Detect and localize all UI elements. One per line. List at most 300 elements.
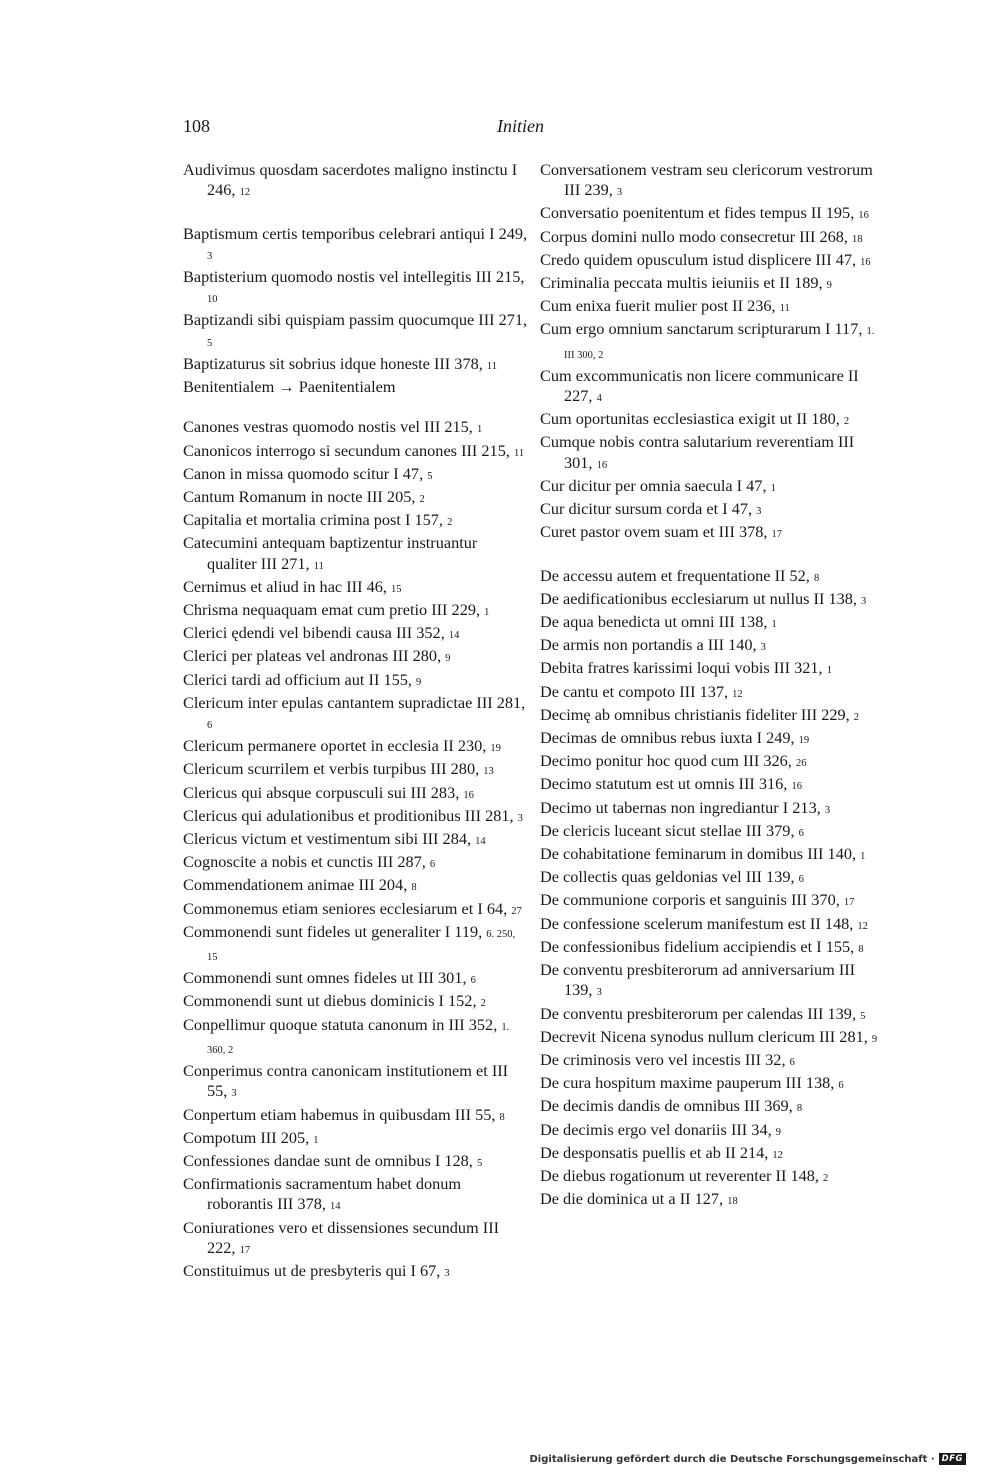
entry-reference: II 189, bbox=[779, 273, 827, 293]
entry-reference: I 64, bbox=[477, 898, 512, 918]
entry-incipit: De desponsatis puellis et ab bbox=[540, 1142, 725, 1162]
entry-reference: III 215, bbox=[475, 267, 525, 286]
index-entry bbox=[540, 728, 885, 751]
index-entry bbox=[540, 635, 885, 658]
index-entry bbox=[540, 1050, 885, 1073]
entry-reference: II 52, bbox=[774, 565, 814, 585]
index-entry bbox=[540, 798, 885, 821]
entry-incipit: Cumque nobis contra salutarium reverentiam bbox=[540, 432, 838, 452]
entry-reference: III 378, bbox=[718, 522, 772, 542]
entry-incipit: Baptismum certis temporibus celebrari antiqui bbox=[183, 223, 490, 243]
index-entry bbox=[183, 968, 528, 991]
entry-chapter-number: 19 bbox=[490, 743, 501, 755]
entry-incipit: Capitalia et mortalia crimina post bbox=[183, 510, 405, 530]
entry-chapter-number: 3 bbox=[207, 250, 213, 262]
index-entry bbox=[540, 1189, 885, 1212]
entry-reference: II 148, bbox=[775, 1165, 824, 1185]
entry-reference: III 140, bbox=[807, 844, 861, 864]
entry-incipit: De confessione scelerum manifestum est bbox=[540, 913, 810, 933]
entry-chapter-number: 6 bbox=[429, 859, 436, 871]
index-entry bbox=[183, 310, 528, 353]
entry-chapter-number: 26 bbox=[795, 758, 807, 770]
index-entry bbox=[540, 1073, 885, 1096]
entry-chapter-number: 12 bbox=[239, 187, 251, 199]
index-entry bbox=[540, 476, 885, 499]
entry-incipit: Confirmationis sacramentum habet donum roborantis bbox=[183, 1174, 462, 1214]
entry-incipit: Corpus domini nullo modo consecretur bbox=[540, 226, 800, 246]
entry-chapter-number: 6 bbox=[789, 1056, 795, 1068]
index-entry bbox=[183, 533, 528, 576]
entry-reference: I 47, bbox=[736, 475, 771, 495]
entry-reference: I 117, bbox=[825, 319, 867, 339]
entry-chapter-number: 3 bbox=[824, 804, 831, 816]
index-entry bbox=[183, 224, 528, 267]
entry-reference: III 229, bbox=[431, 600, 485, 620]
entry-reference: III 280, bbox=[430, 759, 484, 779]
entry-incipit: Cum oportunitas ecclesiastica exigit ut bbox=[540, 409, 797, 429]
index-entry bbox=[540, 612, 885, 635]
entry-reference: III 205, bbox=[366, 487, 420, 507]
index-entry bbox=[540, 296, 885, 319]
entry-reference: III 32, bbox=[744, 1049, 790, 1069]
entry-incipit: Cernimus et aliud in hac bbox=[183, 576, 347, 596]
index-entry bbox=[540, 751, 885, 774]
index-entry bbox=[540, 890, 885, 913]
entry-incipit: De criminosis vero vel incestis bbox=[540, 1049, 745, 1069]
entry-reference: III 139, bbox=[564, 960, 856, 1000]
index-entry bbox=[540, 203, 885, 226]
entry-reference: III 215, bbox=[461, 440, 514, 460]
entry-incipit: Benitentialem → Paenitentialem bbox=[183, 377, 396, 397]
entry-chapter-number: 8 bbox=[796, 1103, 803, 1115]
index-entry bbox=[540, 774, 885, 797]
entry-chapter-number: 12 bbox=[772, 1149, 783, 1161]
entry-chapter-number: 16 bbox=[596, 459, 608, 471]
entry-chapter-number: 1. III 300, 2 bbox=[564, 326, 875, 361]
index-entry bbox=[540, 937, 885, 960]
entry-incipit: De clericis luceant sicut stellae bbox=[540, 820, 746, 840]
entry-reference: I 246, bbox=[207, 160, 518, 200]
entry-incipit: De diebus rogationum ut reverenter bbox=[540, 1165, 776, 1185]
entry-reference: III 370, bbox=[790, 890, 844, 910]
entry-reference: III 271, bbox=[260, 553, 314, 573]
entry-incipit: Cur dicitur per omnia saecula bbox=[540, 475, 737, 495]
entry-incipit: Cognoscite a nobis et cunctis bbox=[183, 852, 377, 872]
entry-incipit: Baptizandi sibi quispiam passim quocumque bbox=[183, 310, 479, 330]
index-entry bbox=[183, 783, 528, 806]
entry-chapter-number: 1 bbox=[476, 424, 483, 436]
section-gap bbox=[183, 397, 528, 417]
entry-reference: III 55, bbox=[454, 1104, 500, 1124]
running-title: Initien bbox=[497, 116, 544, 136]
entry-reference: III 281, bbox=[818, 1026, 872, 1046]
index-entry bbox=[183, 899, 528, 922]
entry-incipit: Decimę ab omnibus christianis fideliter bbox=[540, 704, 801, 724]
entry-chapter-number: 12 bbox=[857, 920, 868, 932]
entry-reference: II 138, bbox=[813, 588, 862, 608]
footer-credit-text: Digitalisierung gefördert durch die Deutsche Forschungsgemeinschaft · bbox=[529, 1453, 935, 1465]
index-column-left bbox=[183, 160, 528, 1284]
entry-incipit: De cura hospitum maxime pauperum bbox=[540, 1073, 786, 1093]
entry-reference: III 352, bbox=[448, 1014, 502, 1034]
entry-chapter-number: 3 bbox=[861, 595, 867, 607]
entry-reference: I 213, bbox=[782, 797, 825, 817]
entry-reference: III 138, bbox=[718, 612, 772, 632]
entry-reference: III 287, bbox=[376, 852, 430, 872]
entry-incipit: Credo quidem opusculum istud displicere bbox=[540, 249, 816, 269]
entry-chapter-number: 12 bbox=[732, 688, 743, 700]
entry-incipit: De conventu presbiterorum per calendas bbox=[540, 1003, 808, 1023]
entry-chapter-number: 16 bbox=[860, 256, 871, 268]
index-entry bbox=[183, 417, 528, 440]
entry-reference: III 283, bbox=[410, 782, 464, 802]
index-entry bbox=[540, 1096, 885, 1119]
entry-reference: II 148, bbox=[809, 913, 858, 933]
entry-reference: I 155, bbox=[816, 936, 859, 956]
entry-reference: II 180, bbox=[796, 409, 844, 429]
entry-reference: I 67, bbox=[410, 1260, 445, 1280]
entry-chapter-number: 11 bbox=[513, 447, 525, 459]
entry-chapter-number: 3 bbox=[596, 987, 602, 999]
entry-chapter-number: 1. 360, 2 bbox=[207, 1021, 510, 1056]
index-entry bbox=[540, 499, 885, 522]
entry-incipit: Coniurationes vero et dissensiones secundum bbox=[183, 1217, 483, 1237]
entry-chapter-number: 6 bbox=[798, 827, 804, 839]
entry-incipit: Cantum Romanum in nocte bbox=[183, 487, 367, 507]
entry-reference: III 55, bbox=[207, 1061, 509, 1101]
entry-incipit: Cum enixa fuerit mulier post bbox=[540, 296, 733, 316]
index-entry bbox=[183, 377, 528, 397]
entry-incipit: Clericus qui adulationibus et proditionibus bbox=[183, 805, 465, 825]
entry-reference: I 249, bbox=[756, 728, 799, 748]
entry-chapter-number: 3 bbox=[517, 812, 523, 824]
entry-chapter-number: 27 bbox=[511, 905, 522, 917]
entry-incipit: Cum ergo omnium sanctarum scripturarum bbox=[540, 319, 826, 339]
entry-incipit: De cohabitatione feminarum in domibus bbox=[540, 844, 808, 864]
entry-reference: III 379, bbox=[745, 820, 799, 840]
entry-reference: I 157, bbox=[405, 510, 448, 530]
index-entry bbox=[540, 1143, 885, 1166]
entry-reference: III 326, bbox=[743, 751, 796, 771]
index-entry bbox=[540, 1120, 885, 1143]
entry-chapter-number: 16 bbox=[858, 210, 869, 222]
entry-reference: III 139, bbox=[745, 867, 799, 887]
entry-chapter-number: 2 bbox=[447, 517, 453, 529]
entry-chapter-number: 16 bbox=[791, 781, 802, 793]
entry-reference: III 138, bbox=[785, 1073, 839, 1093]
index-entry bbox=[540, 844, 885, 867]
entry-chapter-number: 18 bbox=[852, 233, 863, 245]
index-entry bbox=[183, 1174, 528, 1217]
index-entry bbox=[183, 922, 528, 968]
index-entry bbox=[540, 914, 885, 937]
entry-reference: II 236, bbox=[732, 296, 780, 316]
index-entry bbox=[540, 821, 885, 844]
section-gap bbox=[540, 545, 885, 565]
entry-chapter-number: 3 bbox=[756, 506, 762, 518]
index-entry bbox=[540, 960, 885, 1003]
entry-incipit: Chrisma nequaquam emat cum pretio bbox=[183, 600, 432, 620]
index-entry bbox=[183, 160, 528, 203]
entry-chapter-number: 2 bbox=[480, 998, 486, 1010]
entry-chapter-number: 13 bbox=[483, 766, 494, 778]
index-entry bbox=[183, 646, 528, 669]
entry-incipit: Clericus victum et vestimentum sibi bbox=[183, 829, 423, 849]
index-entry bbox=[183, 1151, 528, 1174]
index-entry bbox=[540, 1027, 885, 1050]
entry-chapter-number: 11 bbox=[313, 560, 324, 572]
entry-chapter-number: 2 bbox=[419, 494, 425, 506]
entry-chapter-number: 3 bbox=[444, 1267, 450, 1279]
index-entry bbox=[183, 354, 528, 377]
index-entry bbox=[540, 566, 885, 589]
entry-incipit: Catecumini antequam baptizentur instruantur qualiter bbox=[183, 533, 478, 573]
entry-chapter-number: 18 bbox=[727, 1196, 738, 1208]
entry-reference: III 204, bbox=[358, 875, 412, 895]
dfg-logo: DFG bbox=[939, 1453, 966, 1465]
entry-reference: III 140, bbox=[707, 635, 761, 655]
entry-reference: III 215, bbox=[424, 417, 477, 437]
entry-incipit: De confessionibus fidelium accipiendis et bbox=[540, 936, 817, 956]
entry-chapter-number: 1 bbox=[313, 1134, 319, 1146]
entry-reference: III 378, bbox=[277, 1194, 330, 1214]
entry-incipit: Clerici per plateas vel andronas bbox=[183, 646, 393, 666]
entry-reference: III 378, bbox=[433, 353, 487, 373]
entry-incipit: De collectis quas geldonias vel bbox=[540, 867, 746, 887]
entry-reference: III 281, bbox=[476, 692, 526, 712]
section-gap bbox=[183, 203, 528, 223]
entry-incipit: Conpertum etiam habemus in quibusdam bbox=[183, 1104, 455, 1124]
entry-incipit: Baptisterium quomodo nostis vel intellegitis bbox=[183, 267, 476, 286]
entry-reference: III 321, bbox=[773, 658, 827, 678]
entry-chapter-number: 5 bbox=[207, 337, 213, 349]
entry-incipit: Clerici ędendi vel bibendi causa bbox=[183, 623, 396, 643]
index-entry bbox=[540, 1166, 885, 1189]
index-entry bbox=[540, 432, 885, 475]
entry-incipit: Cur dicitur sursum corda et bbox=[540, 499, 723, 519]
entry-incipit: De aedificationibus ecclesiarum ut nullus bbox=[540, 588, 814, 608]
entry-incipit: De decimis dandis de omnibus bbox=[540, 1096, 744, 1116]
entry-reference: III 281, bbox=[464, 805, 518, 825]
entry-chapter-number: 8 bbox=[411, 882, 417, 894]
entry-incipit: De communione corporis et sanguinis bbox=[540, 890, 791, 910]
page-number: 108 bbox=[183, 116, 210, 136]
entry-reference: II 227, bbox=[564, 365, 859, 406]
entry-chapter-number: 1 bbox=[770, 482, 776, 494]
entry-chapter-number: 2 bbox=[823, 1172, 829, 1184]
entry-incipit: Audivimus quosdam sacerdotes maligno instinctu bbox=[183, 160, 512, 179]
entry-reference: II 155, bbox=[368, 669, 417, 689]
entry-chapter-number: 11 bbox=[486, 360, 497, 372]
index-entry bbox=[183, 600, 528, 623]
entry-chapter-number: 11 bbox=[779, 303, 790, 315]
entry-reference: III 139, bbox=[807, 1003, 861, 1023]
index-entry bbox=[540, 705, 885, 728]
index-entry bbox=[540, 1004, 885, 1027]
entry-chapter-number: 6 bbox=[838, 1080, 844, 1092]
entry-chapter-number: 8 bbox=[813, 572, 820, 584]
index-entry bbox=[540, 682, 885, 705]
entry-chapter-number: 9 bbox=[416, 676, 422, 688]
entry-reference: II 230, bbox=[442, 736, 491, 756]
entry-chapter-number: 4 bbox=[596, 393, 602, 405]
entry-chapter-number: 17 bbox=[239, 1244, 251, 1256]
entry-incipit: Canones vestras quomodo nostis vel bbox=[183, 417, 425, 437]
index-entry bbox=[183, 1218, 528, 1261]
entry-reference: I 128, bbox=[434, 1150, 477, 1170]
entry-chapter-number: 14 bbox=[448, 630, 460, 642]
index-entry bbox=[540, 366, 885, 409]
entry-reference: III 271, bbox=[478, 310, 528, 330]
entry-incipit: Clericum inter epulas cantantem supradictae bbox=[183, 692, 477, 712]
index-entry bbox=[540, 319, 885, 365]
entry-incipit: Clerici tardi ad officium aut bbox=[183, 669, 369, 689]
entry-incipit: Debita fratres karissimi loqui vobis bbox=[540, 658, 774, 678]
entry-chapter-number: 8 bbox=[858, 943, 864, 955]
entry-reference: III 301, bbox=[417, 968, 471, 988]
entry-chapter-number: 17 bbox=[771, 529, 783, 541]
entry-chapter-number: 5 bbox=[427, 470, 433, 482]
entry-incipit: Baptizaturus sit sobrius idque honeste bbox=[183, 353, 434, 373]
entry-chapter-number: 1 bbox=[860, 851, 866, 863]
entry-chapter-number: 16 bbox=[463, 789, 474, 801]
entry-incipit: Clericus qui absque corpusculi sui bbox=[183, 782, 411, 802]
entry-incipit: Curet pastor ovem suam et bbox=[540, 522, 719, 542]
entry-reference: III 34, bbox=[730, 1119, 776, 1139]
index-entry bbox=[183, 759, 528, 782]
entry-reference: III 137, bbox=[679, 681, 733, 701]
entry-chapter-number: 10 bbox=[207, 294, 218, 306]
entry-chapter-number: 17 bbox=[843, 897, 855, 909]
entry-reference: I 119, bbox=[444, 921, 487, 941]
index-entry bbox=[183, 875, 528, 898]
entry-chapter-number: 6 bbox=[207, 720, 213, 732]
entry-incipit: Decrevit Nicena synodus nullum clericum bbox=[540, 1026, 819, 1046]
entry-incipit: Clericum scurrilem et verbis turpibus bbox=[183, 759, 431, 779]
entry-incipit: Commonendi sunt fideles ut generaliter bbox=[183, 921, 445, 941]
entry-reference: III 46, bbox=[346, 576, 391, 596]
index-entry bbox=[183, 1105, 528, 1128]
entry-chapter-number: 15 bbox=[391, 583, 402, 595]
entry-reference: I 249, bbox=[489, 223, 528, 243]
index-entry bbox=[183, 441, 528, 464]
index-entry bbox=[183, 829, 528, 852]
entry-incipit: Commendationem animae bbox=[183, 875, 359, 895]
index-column-right bbox=[540, 160, 885, 1212]
entry-incipit: Constituimus ut de presbyteris qui bbox=[183, 1260, 411, 1280]
index-entry bbox=[183, 464, 528, 487]
entry-reference: III 268, bbox=[799, 226, 853, 246]
entry-reference: III 222, bbox=[207, 1217, 500, 1257]
entry-chapter-number: 14 bbox=[330, 1201, 341, 1213]
entry-chapter-number: 8 bbox=[499, 1111, 505, 1123]
entry-chapter-number: 3 bbox=[616, 187, 623, 199]
entry-chapter-number: 1 bbox=[484, 607, 490, 619]
index-entry bbox=[183, 991, 528, 1014]
entry-incipit: De die dominica ut a bbox=[540, 1189, 680, 1209]
entry-reference: III 47, bbox=[815, 249, 861, 269]
entry-incipit: Clericum permanere oportet in ecclesia bbox=[183, 736, 443, 756]
entry-reference: III 352, bbox=[395, 623, 449, 643]
entry-reference: III 280, bbox=[392, 646, 446, 666]
index-entry bbox=[183, 267, 528, 310]
entry-incipit: Cum excommunicatis non licere communicare bbox=[540, 365, 848, 385]
entry-chapter-number: 2 bbox=[843, 416, 850, 428]
entry-reference: III 239, bbox=[564, 180, 617, 200]
entry-reference: I 47, bbox=[722, 499, 757, 519]
entry-reference: III 301, bbox=[564, 432, 855, 472]
index-entry bbox=[183, 852, 528, 875]
index-entry bbox=[183, 510, 528, 533]
entry-incipit: Commonendi sunt omnes fideles ut bbox=[183, 968, 418, 988]
index-entry bbox=[540, 160, 885, 203]
entry-chapter-number: 1 bbox=[771, 619, 777, 631]
index-entry bbox=[183, 806, 528, 829]
index-entry bbox=[540, 250, 885, 273]
index-entry bbox=[183, 670, 528, 693]
entry-chapter-number: 1 bbox=[826, 665, 832, 677]
entry-incipit: Decimo ut tabernas non ingrediantur bbox=[540, 797, 783, 817]
entry-incipit: Criminalia peccata multis ieiuniis et bbox=[540, 273, 780, 293]
entry-reference: III 229, bbox=[800, 704, 854, 724]
entry-incipit: De aqua benedicta ut omni bbox=[540, 612, 719, 632]
entry-incipit: Canonicos interrogo si secundum canones bbox=[183, 440, 462, 460]
index-entry bbox=[183, 1261, 528, 1284]
index-entry bbox=[183, 577, 528, 600]
index-entry bbox=[183, 736, 528, 759]
entry-chapter-number: 6 bbox=[470, 975, 476, 987]
index-entry bbox=[183, 1061, 528, 1104]
index-entry bbox=[540, 522, 885, 545]
entry-reference: III 205, bbox=[260, 1127, 314, 1147]
entry-chapter-number: 2 bbox=[853, 711, 860, 723]
entry-incipit: Commonemus etiam seniores ecclesiarum et bbox=[183, 898, 478, 918]
entry-reference: III 369, bbox=[743, 1096, 797, 1116]
index-entry bbox=[183, 1015, 528, 1061]
entry-incipit: De cantu et compoto bbox=[540, 681, 680, 701]
entry-reference: I 47, bbox=[393, 463, 428, 483]
entry-chapter-number: 9 bbox=[445, 653, 451, 665]
entry-incipit: Confessiones dandae sunt de omnibus bbox=[183, 1150, 435, 1170]
entry-incipit: De accessu autem et frequentatione bbox=[540, 565, 775, 585]
entry-chapter-number: 3 bbox=[760, 642, 766, 654]
index-entry bbox=[540, 658, 885, 681]
entry-chapter-number: 9 bbox=[871, 1033, 878, 1045]
entry-chapter-number: 5 bbox=[860, 1010, 866, 1022]
entry-incipit: Decimo statutum est ut omnis bbox=[540, 774, 739, 794]
entry-reference: I 152, bbox=[438, 991, 481, 1011]
entry-chapter-number: 3 bbox=[231, 1088, 237, 1100]
entry-incipit: De armis non portandis a bbox=[540, 635, 708, 655]
entry-chapter-number: 9 bbox=[775, 1126, 781, 1138]
entry-chapter-number: 9 bbox=[826, 280, 832, 292]
entry-reference: II 214, bbox=[724, 1142, 773, 1162]
entry-reference: II 195, bbox=[810, 203, 859, 223]
index-entry bbox=[183, 693, 528, 736]
index-entry bbox=[183, 1128, 528, 1151]
entry-incipit: Compotum bbox=[183, 1127, 261, 1147]
index-entry bbox=[540, 867, 885, 890]
index-entry bbox=[183, 487, 528, 510]
index-entry bbox=[540, 273, 885, 296]
index-entry bbox=[540, 409, 885, 432]
entry-incipit: Canon in missa quomodo scitur bbox=[183, 463, 394, 483]
entry-chapter-number: 6. 250, 15 bbox=[207, 928, 516, 964]
entry-incipit: Conperimus contra canonicam institutionem et bbox=[183, 1061, 492, 1081]
entry-reference: II 127, bbox=[679, 1189, 728, 1209]
entry-reference: III 284, bbox=[422, 829, 476, 849]
entry-chapter-number: 19 bbox=[798, 735, 810, 747]
